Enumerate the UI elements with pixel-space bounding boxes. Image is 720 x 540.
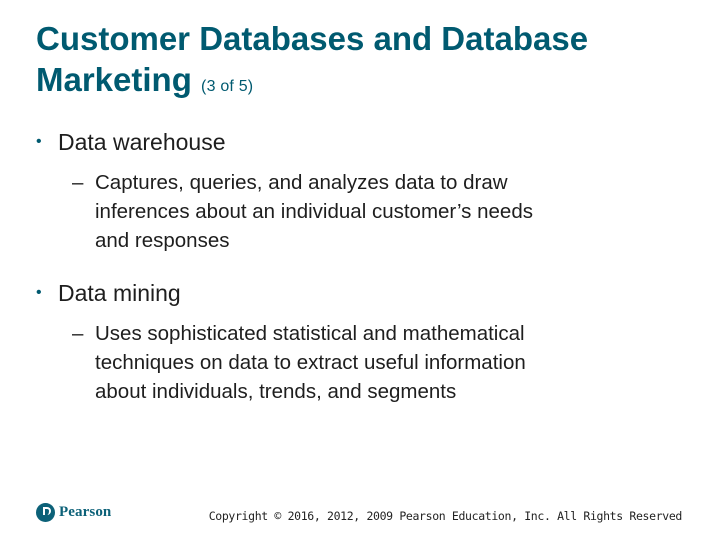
bullet-label: Data warehouse: [58, 129, 226, 155]
copyright-notice: Copyright © 2016, 2012, 2009 Pearson Education, Inc. All Rights Reserved: [208, 509, 682, 523]
sub-bullet-line: Captures, queries, and analyzes data to draw: [95, 171, 508, 194]
bullet-marker: •: [36, 133, 42, 150]
sub-bullet-marker: –: [72, 322, 84, 345]
spacer: [36, 255, 676, 277]
sub-bullet-line: inferences about an individual customer’s needs: [95, 200, 533, 223]
pearson-logo-icon: [36, 503, 55, 522]
bullet-data-mining: [36, 277, 676, 309]
sub-bullet-line: techniques on data to extract useful information: [95, 351, 526, 374]
title-line-2: [36, 59, 696, 107]
bullet-marker: •: [36, 284, 42, 301]
slide-title: [36, 18, 696, 107]
sub-bullet-line: Uses sophisticated statistical and mathematical: [95, 322, 525, 345]
bullet-label: Data mining: [58, 280, 181, 306]
sub-bullet-data-mining: [72, 319, 676, 406]
sub-bullet-marker: –: [72, 171, 84, 194]
sub-bullet-data-warehouse: [72, 168, 676, 255]
pearson-logo: [36, 500, 111, 524]
title-main-text: Marketing: [36, 61, 192, 98]
sub-bullet-line: and responses: [95, 229, 230, 252]
bullet-data-warehouse: [36, 126, 676, 158]
slide-body: [36, 126, 676, 406]
sub-bullet-line: about individuals, trends, and segments: [95, 380, 457, 403]
title-page-indicator: (3 of 5): [201, 78, 254, 95]
pearson-wordmark: Pearson: [59, 503, 112, 520]
title-line-1: Customer Databases and Database: [36, 20, 589, 57]
